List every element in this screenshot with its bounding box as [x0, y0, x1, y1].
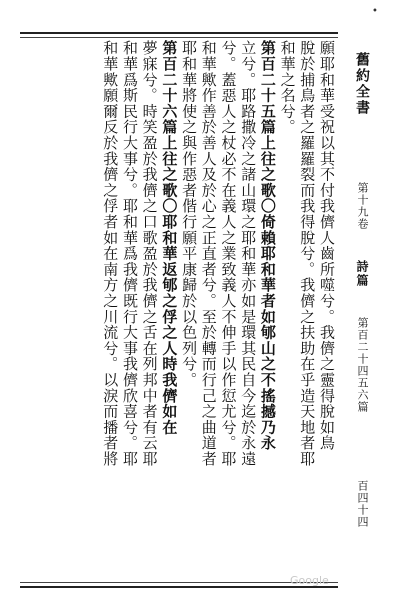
scripture-text-body [22, 40, 336, 576]
text-column: 脫於捕鳥者之羅羅裂而我得脫兮。我儕之扶助在乎造天地者耶 [298, 40, 317, 467]
text-column: 立兮。耶路撒冷之諸山環之耶和華亦如是環其民自今迄於永遠 [239, 40, 258, 467]
volume-label: 第十九卷 [356, 182, 369, 230]
chapter-heading-column: 第百二十五篇上往之歌〇倚賴耶和華者如郇山之不搖撼乃永 [258, 40, 277, 451]
chapter-heading-column: 第百二十六篇上往之歌〇耶和華返郇之俘之人時我儕如在 [160, 40, 179, 435]
watermark: Google [290, 574, 329, 587]
text-column: 兮。蓋惡人之杖必不在義人之業致義人不伸手以作愆尤兮。耶 [219, 40, 238, 467]
text-column: 耶和華將使之與作惡者偕行願平康歸於以色列兮。 [180, 40, 199, 388]
text-column: 和華歟作善於善人及於心之正直者兮。至於轉而行己之曲道者 [199, 40, 218, 467]
running-header [342, 32, 382, 584]
text-column: 和華之名兮。 [278, 40, 297, 135]
text-column: 和華歟願爾反於我儕之俘者如在南方之川流兮。以淚而播者將 [101, 40, 120, 467]
section-label: 詩篇 [355, 260, 369, 288]
page-number: 百四十四 [356, 480, 369, 528]
text-column: 願耶和華受祝以其不付我儕人齒所噬兮。我儕之靈得脫如鳥 [318, 40, 336, 451]
book-title: 舊約全書 [354, 52, 370, 116]
corner-mark: • [372, 6, 378, 17]
text-column: 和華爲斯民行大事兮。耶和華爲我儕既行大事我儕欣喜兮。耶 [120, 40, 139, 467]
text-column: 夢寐兮。時笑盈於我儕之口歌盈於我儕之舌在列邦中者有云耶 [140, 40, 159, 467]
chapter-range: 第百二十四五六篇 [356, 317, 369, 413]
